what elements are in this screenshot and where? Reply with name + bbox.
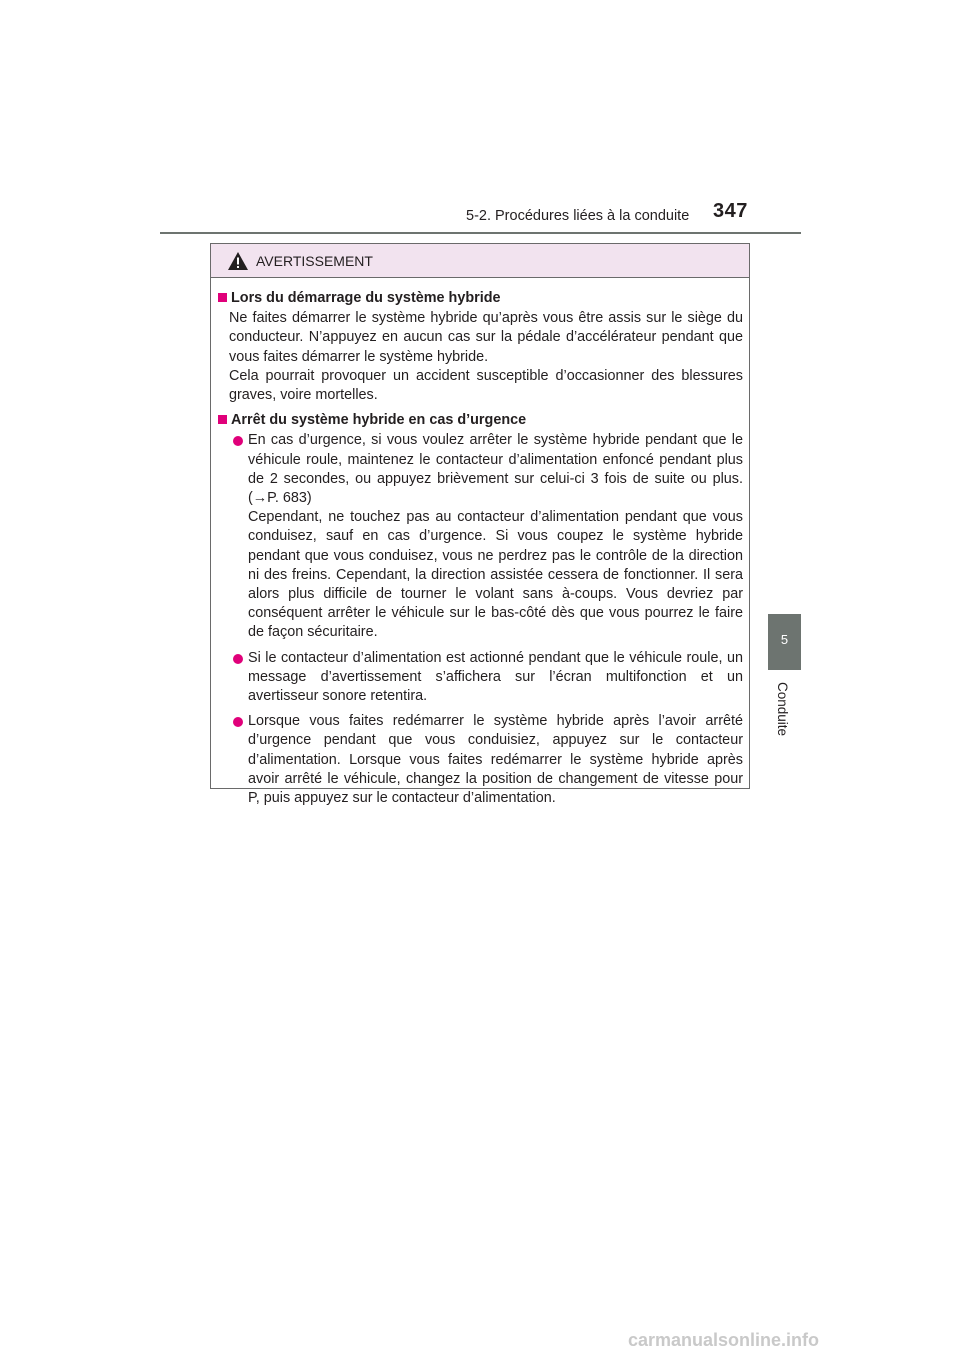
warning-header [211, 244, 749, 278]
round-bullet-icon [233, 717, 243, 727]
list-item-text [248, 649, 743, 707]
paragraph: Cependant, ne touchez pas au contacteur d’alimentation pendant que vous conduisez, sauf en cas d’urgence. Si vous coupez le système hybride pendant que vous conduisez, vous ne perdrez pas le contrôle de la direction ni des freins. Cependant, la direction assistée cessera de fonctionner. Il sera alors plus difficile de tourner le volant sans à-coups. Vous devriez par conséquent arrêter le véhicule sur le bas-côté dès que vous pourrez le faire de façon sécuritaire. [248, 509, 743, 641]
chapter-label-text: Conduite [775, 682, 790, 737]
warning-body [211, 278, 749, 808]
warning-triangle-icon [227, 251, 249, 271]
paragraph: Ne faites démarrer le système hybride qu’après vous être assis sur le siège du conducteur. N’appuyez en aucun cas sur la pédale d’accélérateur pendant que vous faites démarrer le système hybride. [229, 310, 743, 365]
section-title: 5-2. Procédures liées à la conduite [466, 208, 690, 224]
warning-box [210, 243, 750, 807]
list-item [217, 649, 743, 707]
header-divider [160, 232, 801, 234]
page-number: 347 [713, 200, 748, 222]
round-bullet-icon [233, 436, 243, 446]
list-item-text [248, 712, 743, 808]
section-heading-text: Lors du démarrage du système hybride [231, 290, 501, 306]
chapter-tab [768, 614, 801, 670]
chapter-label [760, 682, 808, 772]
paragraph: Cela pourrait provoquer un accident susceptible d’occasionner des blessures graves, voire mortelles. [229, 367, 743, 404]
paragraph: Lorsque vous faites redémarrer le système hybride après l’avoir arrêté d’urgence pendant que vous conduisiez, appuyez sur le contacteur d’alimentation. Lorsque vous faites redémarrer le système hybride après avoir arrêté le véhicule, changez la position de changement de vitesse pour P, puis appuyez sur le contacteur d’alimentation. [248, 713, 743, 807]
square-bullet-icon [218, 293, 227, 302]
list-item [217, 712, 743, 808]
paragraph: En cas d’urgence, si vous voulez arrêter le système hybride pendant que le véhicule roule, maintenez le contacteur d’alimentation enfoncé pendant plus de 2 secondes, ou appuyez brièvement sur celui-ci 3 fois de suite ou plus. (→P. 683) [248, 432, 743, 507]
list-item [217, 431, 743, 642]
round-bullet-icon [233, 654, 243, 664]
section-emergency-stop [217, 411, 743, 808]
paragraph: Si le contacteur d’alimentation est actionné pendant que le véhicule roule, un message d’avertissement s’affichera sur l’écran multifonction et un avertisseur sonore retentira. [248, 649, 743, 705]
square-bullet-icon [218, 415, 227, 424]
section-heading [217, 289, 743, 308]
section-heading-text: Arrêt du système hybride en cas d’urgence [231, 412, 527, 429]
page-header [0, 0, 960, 240]
warning-title: AVERTISSEMENT [256, 253, 373, 269]
watermark-text: carmanualsonline.info [628, 1330, 820, 1350]
list-item-text [248, 431, 743, 642]
chapter-number: 5 [780, 632, 789, 647]
section-heading [217, 411, 743, 430]
watermark [0, 1318, 960, 1358]
section-start [217, 289, 743, 405]
